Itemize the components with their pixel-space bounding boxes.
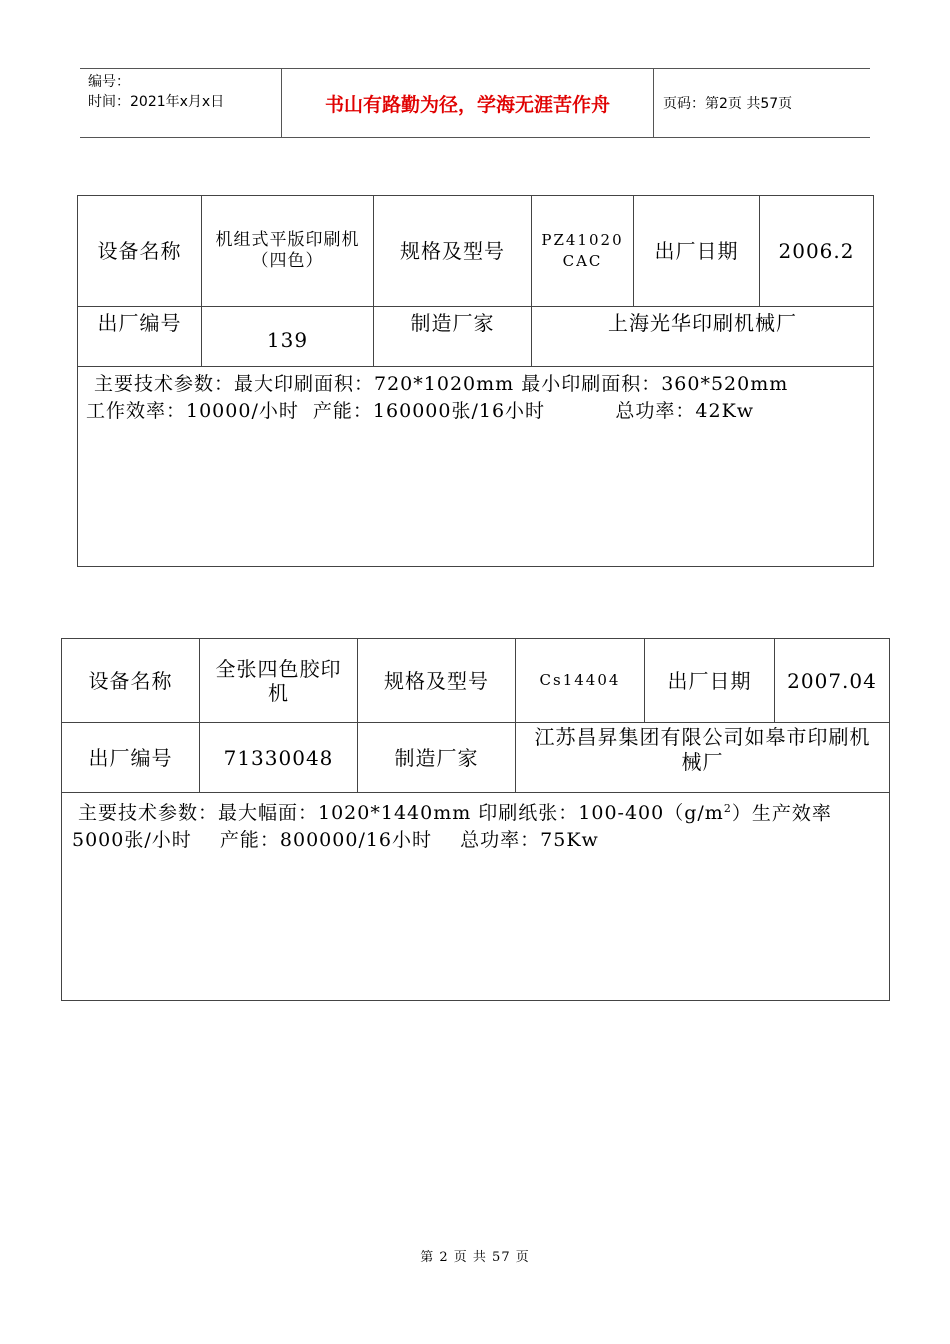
manufacturer-label: 制造厂家: [358, 723, 516, 793]
document-number: 编号：: [88, 74, 130, 90]
parameters-prefix: 主要技术参数：最大幅面：1020*1440mm 印刷纸张：100-400（g/m: [78, 802, 724, 825]
unit-superscript: 2: [723, 802, 732, 815]
equipment-name-label: 设备名称: [78, 196, 202, 307]
parameters-line-1: 主要技术参数：最大印刷面积：720*1020mm 最小印刷面积：360*520mm: [94, 373, 789, 395]
manufacturer-label: 制造厂家: [374, 307, 532, 367]
equipment-name: 机组式平版印刷机（四色）: [202, 196, 374, 307]
header-meta: [80, 69, 281, 137]
manufacture-date-value: 2007.04: [775, 639, 890, 723]
manufacturer-value: 上海光华印刷机械厂: [532, 307, 874, 367]
model-value: Cs14404: [516, 639, 645, 723]
equipment-name: 全张四色胶印机: [200, 639, 358, 723]
model-label: 规格及型号: [358, 639, 516, 723]
parameters-suffix: ）生产效率5000张/小时 产能：800000/16小时 总功率：75Kw: [72, 802, 832, 852]
serial-number-value: 139: [202, 307, 374, 367]
manufacture-date-label: 出厂日期: [645, 639, 775, 723]
equipment-table-1: [77, 195, 874, 567]
manufacturer-value: 江苏昌昇集团有限公司如皋市印刷机械厂: [516, 723, 890, 793]
model-value: PZ41020 CAC: [532, 196, 634, 307]
page-header: [80, 68, 870, 138]
serial-number-value: 71330048: [200, 723, 358, 793]
header-page-number: 页码：第2页 共57页: [663, 96, 793, 112]
equipment-table-2: [61, 638, 890, 1001]
serial-number-label: 出厂编号: [78, 307, 202, 367]
header-motto: 书山有路勤为径，学海无涯苦作舟: [281, 69, 654, 137]
technical-parameters: [78, 367, 874, 567]
model-label: 规格及型号: [374, 196, 532, 307]
document-time: 时间：2021年x月x日: [88, 94, 225, 110]
manufacture-date-label: 出厂日期: [634, 196, 760, 307]
manufacture-date-value: 2006.2: [760, 196, 874, 307]
page-footer: 第 2 页 共 57 页: [420, 1250, 530, 1265]
equipment-name-label: 设备名称: [62, 639, 200, 723]
technical-parameters: [62, 793, 890, 1001]
parameters-line-2: 工作效率：10000/小时 产能：160000张/16小时 总功率：42Kw: [86, 400, 755, 422]
serial-number-label: 出厂编号: [62, 723, 200, 793]
